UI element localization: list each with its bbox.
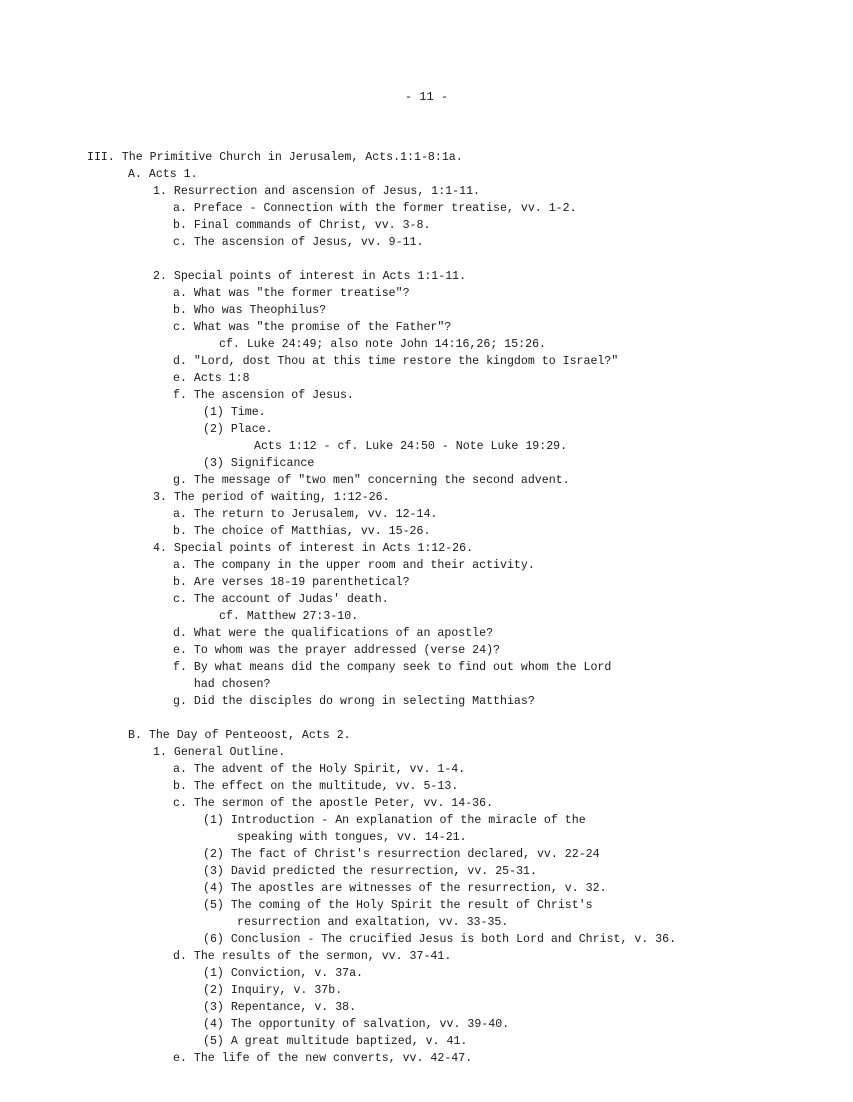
outline-line: g. Did the disciples do wrong in selecting Matthias? xyxy=(173,695,535,708)
outline-line: (3) Repentance, v. 38. xyxy=(203,1001,357,1014)
outline-line: f. By what means did the company seek to find out whom the Lord xyxy=(173,661,612,674)
outline-line: a. What was "the former treatise"? xyxy=(173,287,410,300)
outline-line: c. The sermon of the apostle Peter, vv. 14-36. xyxy=(173,797,494,810)
outline-line: d. "Lord, dost Thou at this time restore the kingdom to Israel?" xyxy=(173,355,619,368)
outline-line: c. The account of Judas' death. xyxy=(173,593,389,606)
outline-line: (1) Conviction, v. 37a. xyxy=(203,967,364,980)
outline-line: b. The choice of Matthias, vv. 15-26. xyxy=(173,525,431,538)
outline-line: e. Acts 1:8 xyxy=(173,372,250,385)
outline-line: g. The message of "two men" concerning the second advent. xyxy=(173,474,570,487)
outline-line: resurrection and exaltation, vv. 33-35. xyxy=(237,916,509,929)
blank-line xyxy=(0,710,853,727)
outline-line: (4) The apostles are witnesses of the resurrection, v. 32. xyxy=(203,882,607,895)
outline-line: 4. Special points of interest in Acts 1:12-26. xyxy=(153,542,474,555)
outline-line: III. The Primitive Church in Jerusalem, Acts.1:1-8:1a. xyxy=(87,151,463,164)
outline-line: c. What was "the promise of the Father"? xyxy=(173,321,452,334)
outline-line: (3) Significance xyxy=(203,457,315,470)
blank-line xyxy=(0,251,853,268)
outline-line: e. The life of the new converts, vv. 42-47. xyxy=(173,1052,473,1065)
outline-line: (5) A great multitude baptized, v. 41. xyxy=(203,1035,468,1048)
outline-line: (2) Place. xyxy=(203,423,273,436)
outline-line: 1. General Outline. xyxy=(153,746,286,759)
outline-line: d. The results of the sermon, vv. 37-41. xyxy=(173,950,452,963)
outline-line: 1. Resurrection and ascension of Jesus, 1:1-11. xyxy=(153,185,480,198)
outline-line: 3. The period of waiting, 1:12-26. xyxy=(153,491,390,504)
outline-line: (2) Inquiry, v. 37b. xyxy=(203,984,343,997)
outline-line: c. The ascension of Jesus, vv. 9-11. xyxy=(173,236,424,249)
outline-line: cf. Luke 24:49; also note John 14:16,26; 15:26. xyxy=(219,338,546,351)
outline-line: f. The ascension of Jesus. xyxy=(173,389,354,402)
outline-line: e. To whom was the prayer addressed (verse 24)? xyxy=(173,644,500,657)
outline-line: b. Are verses 18-19 parenthetical? xyxy=(173,576,410,589)
outline-line: 2. Special points of interest in Acts 1:1-11. xyxy=(153,270,467,283)
outline-line: A. Acts 1. xyxy=(128,168,198,181)
outline-line: a. Preface - Connection with the former treatise, vv. 1-2. xyxy=(173,202,577,215)
outline-line: (4) The opportunity of salvation, vv. 39-40. xyxy=(203,1018,510,1031)
outline-line: a. The company in the upper room and their activity. xyxy=(173,559,535,572)
outline-line: b. Final commands of Christ, vv. 3-8. xyxy=(173,219,431,232)
outline-line: (2) The fact of Christ's resurrection declared, vv. 22-24 xyxy=(203,848,600,861)
outline-line: (1) Introduction - An explanation of the miracle of the xyxy=(203,814,586,827)
outline-line: a. The return to Jerusalem, vv. 12-14. xyxy=(173,508,438,521)
outline-line: (6) Conclusion - The crucified Jesus is both Lord and Christ, v. 36. xyxy=(203,933,677,946)
outline-line: cf. Matthew 27:3-10. xyxy=(219,610,359,623)
outline-line: had chosen? xyxy=(173,678,271,691)
outline-line: B. The Day of Penteoost, Acts 2. xyxy=(128,729,351,742)
outline-line: a. The advent of the Holy Spirit, vv. 1-4. xyxy=(173,763,466,776)
outline-body xyxy=(0,149,853,1067)
outline-line: d. What were the qualifications of an apostle? xyxy=(173,627,494,640)
outline-line: Acts 1:12 - cf. Luke 24:50 - Note Luke 19:29. xyxy=(254,440,568,453)
page-number: - 11 - xyxy=(404,90,449,104)
outline-line: speaking with tongues, vv. 14-21. xyxy=(237,831,467,844)
outline-line: (5) The coming of the Holy Spirit the result of Christ's xyxy=(203,899,593,912)
outline-line: b. The effect on the multitude, vv. 5-13. xyxy=(173,780,459,793)
outline-line: b. Who was Theophilus? xyxy=(173,304,327,317)
outline-line: (1) Time. xyxy=(203,406,266,419)
outline-line: (3) David predicted the resurrection, vv. 25-31. xyxy=(203,865,537,878)
